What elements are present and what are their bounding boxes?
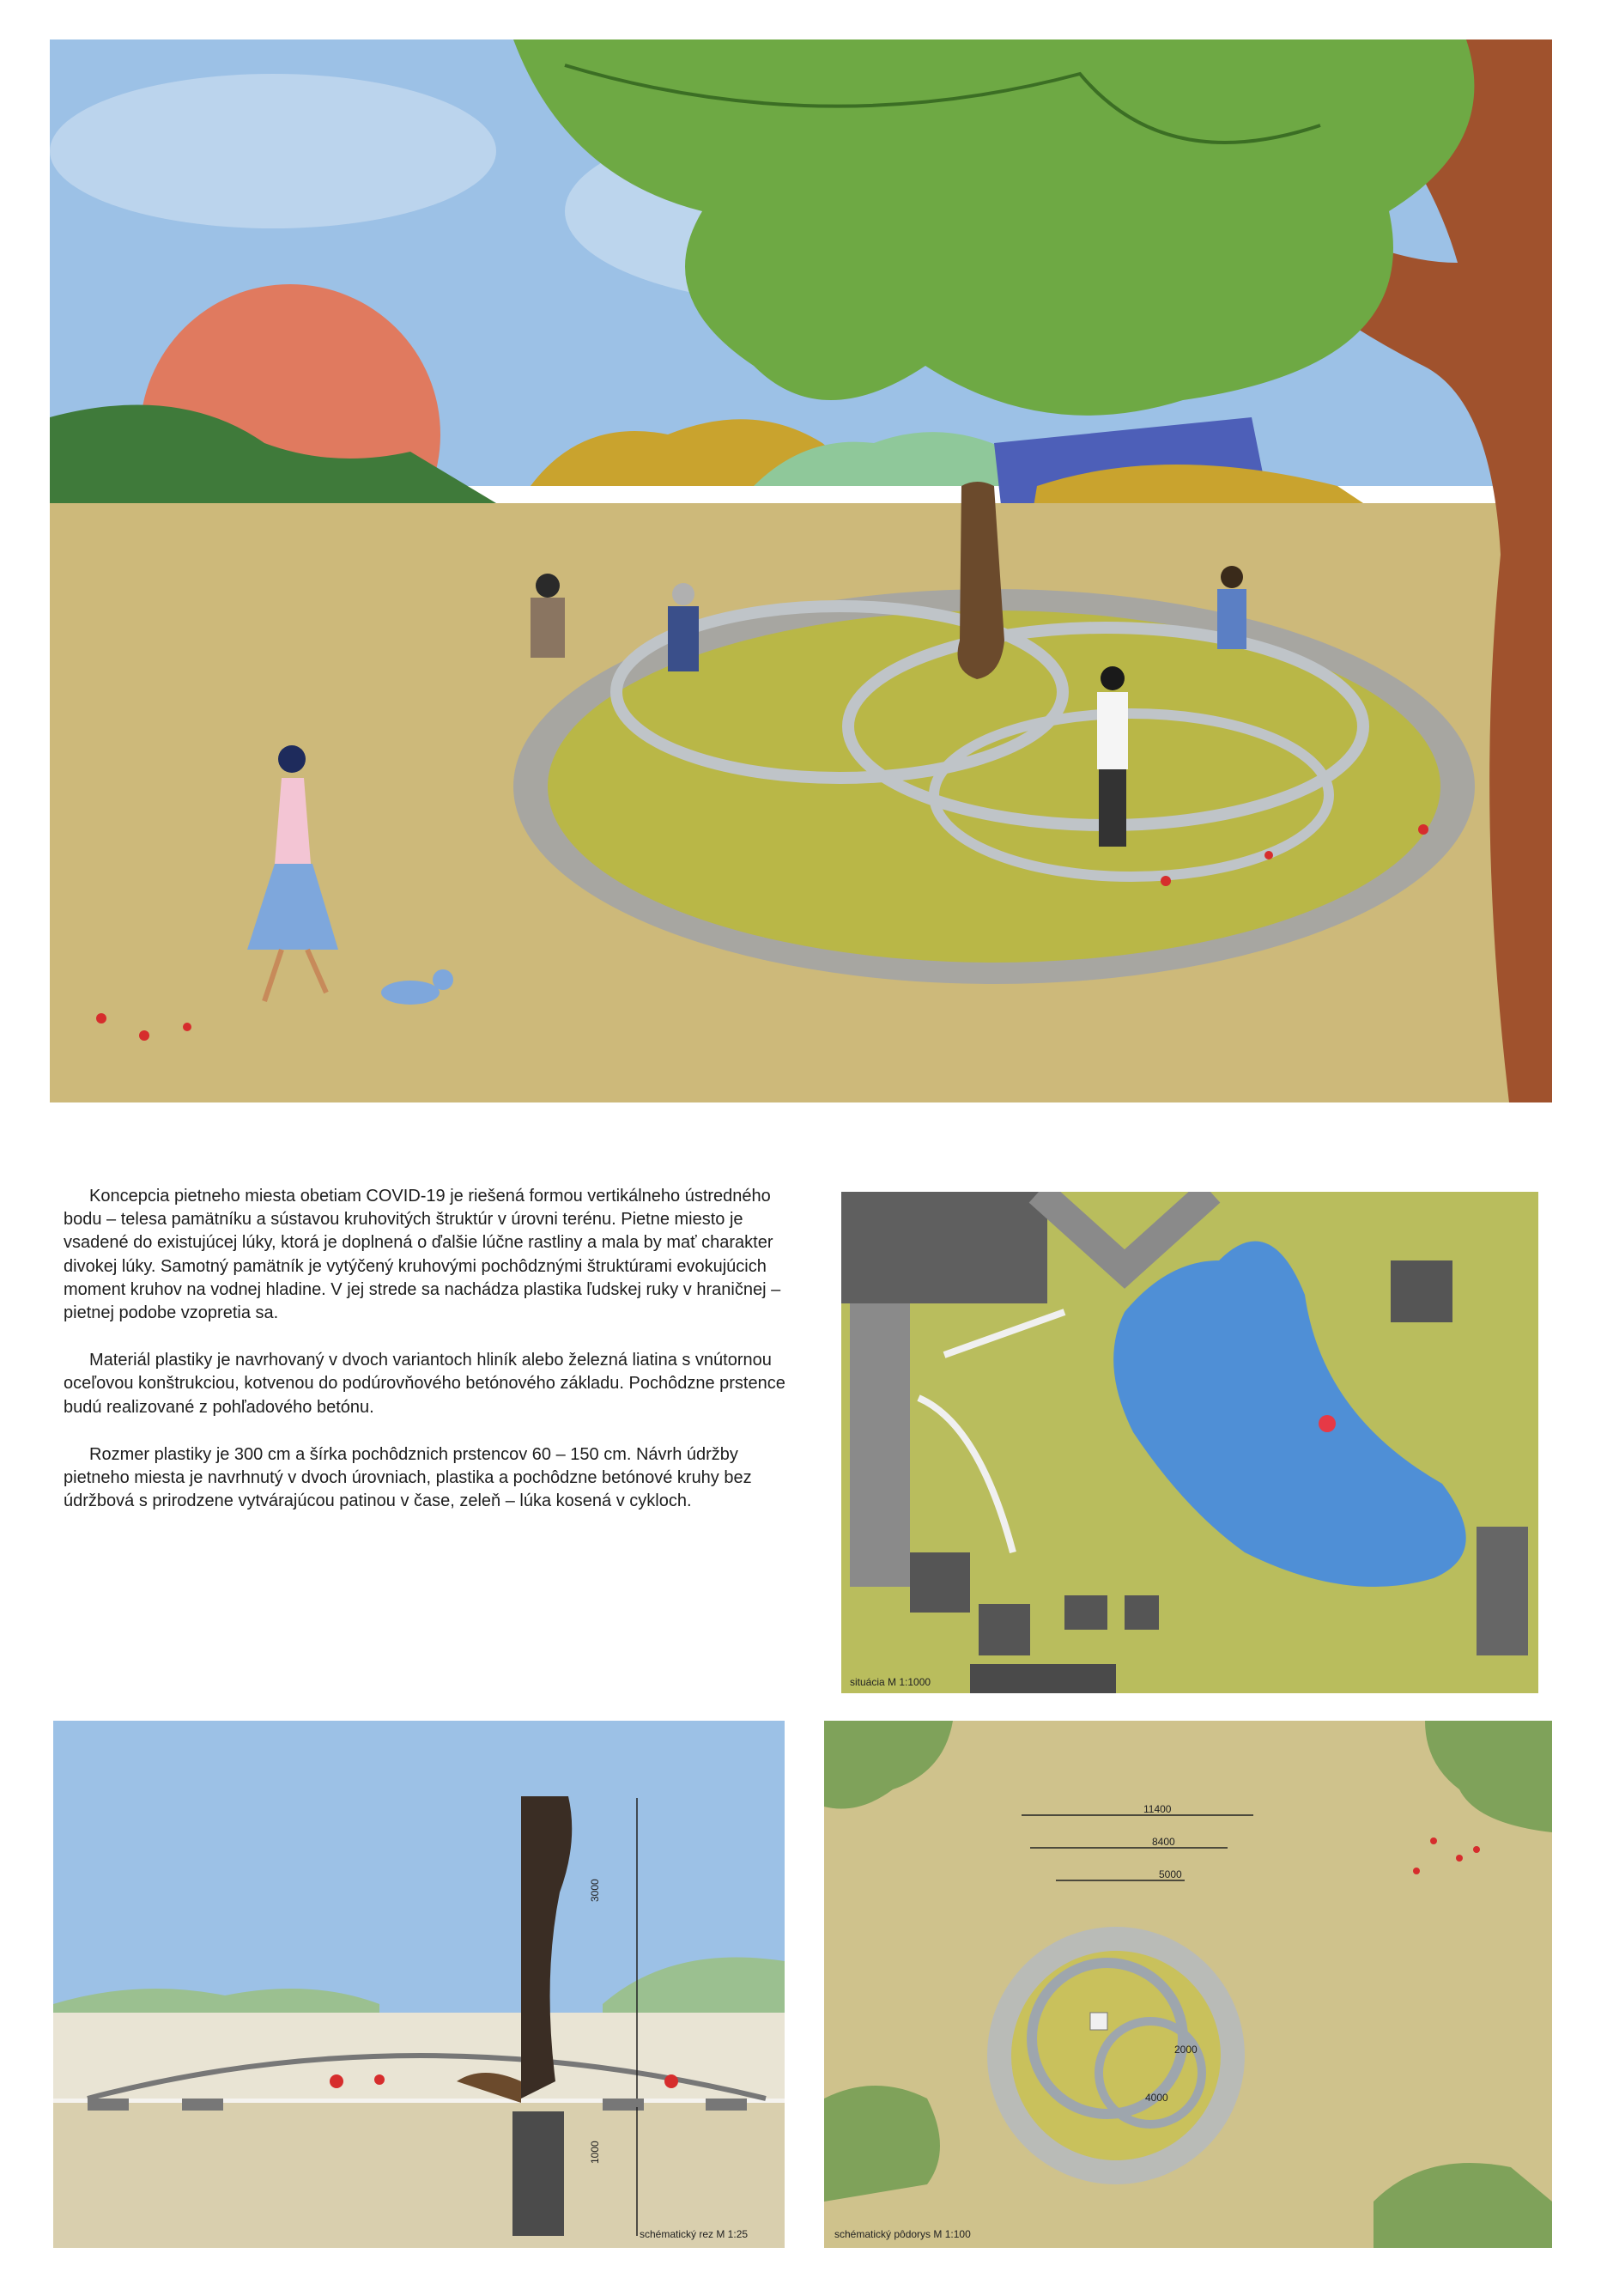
- dimension-outer: 11400: [1143, 1803, 1172, 1815]
- building: [1064, 1595, 1107, 1630]
- paragraph: Koncepcia pietneho miesta obetiam COVID-19 je riešená formou vertikálneho ústredného bodu – telesa pamätníku a sústavou kruhovitých štruktúr v úrovni terénu. Pietne miesto je vsadené do existujúcej lúky, ktorá je doplnená o ďalšie lúčne rastliny a mala by mať charakter divokej lúky. Samotný pamätník je vytýčený kruhovými pochôdznými štruktúrami evokujúcich moment kruhov na vodnej hladine. V jej strede sa nachádza plastika ľudskej ruky v hraničnej – pietnej podobe vzopretia sa.: [64, 1187, 781, 1323]
- dimension-inner: 5000: [1159, 1868, 1182, 1880]
- sculpture-plan: [1090, 2013, 1107, 2030]
- building: [1477, 1527, 1528, 1655]
- building: [979, 1604, 1030, 1655]
- ring-section: [88, 2099, 129, 2111]
- hero-illustration: [50, 39, 1552, 1102]
- building: [970, 1664, 1116, 1693]
- plan-caption: schématický pôdorys M 1:100: [834, 2228, 971, 2240]
- ring-section: [182, 2099, 223, 2111]
- dimension-foundation: 1000: [589, 2141, 601, 2164]
- paragraph: Materiál plastiky je navrhovaný v dvoch variantoch hliník alebo železná liatina s vnútornou oceľovou konštrukciou, kotvenou do podúrovňového betónového základu. Pochôdzne prstence budú realizované z pohľadového betónu.: [64, 1351, 785, 1417]
- building: [850, 1303, 910, 1587]
- foundation: [512, 2111, 564, 2236]
- dimension-height: 3000: [589, 1879, 601, 1902]
- ring-section: [603, 2099, 644, 2111]
- bush: [824, 2086, 940, 2202]
- section-drawing: [53, 1721, 785, 2248]
- section-caption: schématický rez M 1:25: [640, 2228, 749, 2240]
- building: [841, 1192, 1047, 1303]
- cloud: [50, 74, 496, 228]
- ring-section: [706, 2099, 747, 2111]
- dimension-middle: 8400: [1152, 1836, 1175, 1848]
- site-plan-caption: situácia M 1:1000: [850, 1676, 931, 1688]
- building: [1391, 1260, 1452, 1322]
- memorial-marker: [1319, 1415, 1336, 1432]
- inner-meadow: [1011, 1951, 1221, 2160]
- site-plan: [841, 1192, 1538, 1693]
- soil: [53, 2103, 785, 2248]
- dimension-small: 4000: [1145, 2092, 1168, 2104]
- building: [910, 1552, 970, 1613]
- plan-drawing: [824, 1721, 1552, 2248]
- building: [1125, 1595, 1159, 1630]
- paragraph: Rozmer plastiky je 300 cm a šírka pochôdznich prstencov 60 – 150 cm. Návrh údržby pietneho miesta je navrhnutý v dvoch úrovniach, plastika a pochôdzne betónové kruhy bez údržbová s prirodzene vytvárajúcou patinou v čase, zeleň – lúka kosená v cykloch.: [64, 1444, 752, 1511]
- dimension-small: 2000: [1174, 2044, 1198, 2056]
- description-text: [64, 1185, 800, 1537]
